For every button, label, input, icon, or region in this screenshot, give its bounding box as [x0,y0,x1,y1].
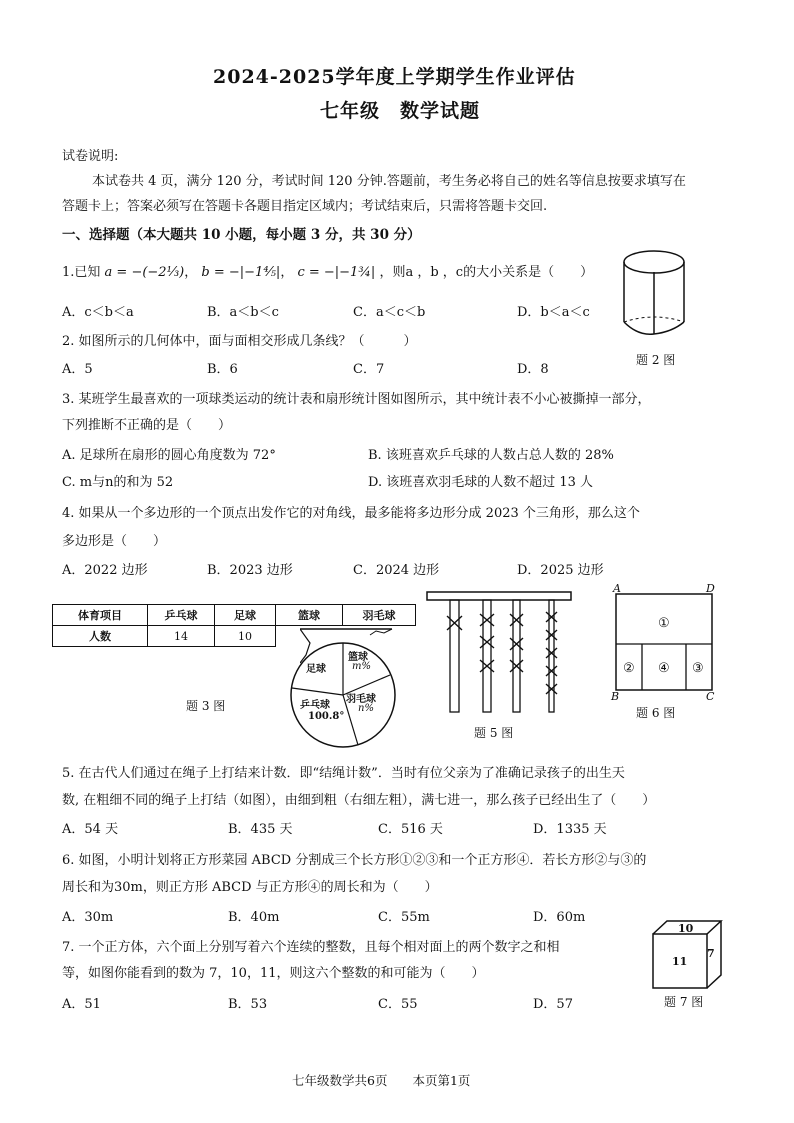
q5-option-b: B．435 天 [228,822,293,837]
fig6-label-a: A [613,582,621,595]
fig6-label-d: D [706,582,715,595]
q2-stem: 2. 如图所示的几何体中，面与面相交形成几条线？（ ） [62,334,417,349]
figure-6-caption: 题 6 图 [636,706,676,720]
q1-option-c: C．a＜c＜b [353,305,426,320]
fig6-region-3: ③ [692,661,704,676]
q1-c: c = −|−1¾| [297,265,376,280]
q6-option-a: A．30m [62,910,114,925]
table-header-football: 足球 [215,605,276,626]
q7-option-b: B．53 [228,997,268,1012]
page-subtitle: 七年级 数学试题 [320,100,481,122]
figure-2-solid [612,244,696,364]
table-cell-pingpong: 14 [148,626,215,647]
q4-line2: 多边形是（ ） [62,534,167,549]
table-header-badminton: 羽毛球 [343,605,416,626]
notes-line2: 答题卡上；答案必须写在答题卡各题目指定区域内；考试结束后，只需将答题卡交回. [62,199,548,214]
q2-option-b: B．6 [207,362,238,377]
q4-line1: 4. 如果从一个多边形的一个顶点出发作它的对角线，最多能将多边形分成 2023 个三角形，那么这个 [62,506,640,521]
q6-line1: 6. 如图，小明计划将正方形菜园 ABCD 分割成三个长方形①②③和一个正方形④．若长方形②与③的 [62,853,647,868]
q1-option-b: B．a＜b＜c [207,305,279,320]
pie-label-pingpong: 乒乓球 [300,700,330,711]
table-row-label: 人数 [53,626,148,647]
q1-prefix: 1.已知 [62,265,101,280]
q5-line2: 数, 在粗细不同的绳子上打结（如图），由细到粗（右细左粗），满七进一，那么孩子已经出生了（ ） [62,793,656,808]
page-footer: 七年级数学共6页 本页第1页 [292,1073,471,1088]
figure-3-caption: 题 3 图 [186,699,226,713]
table-cell-football: 10 [215,626,276,647]
fig6-region-1: ① [658,616,670,631]
figure-5-caption: 题 5 图 [474,726,514,740]
cube-front-number: 11 [672,955,688,968]
q6-option-d: D．60m [533,910,586,925]
q3-option-c: C. m与n的和为 52 [62,475,174,490]
q2-option-d: D．8 [517,362,549,377]
q2-option-a: A．5 [62,362,93,377]
q5-option-d: D．1335 天 [533,822,607,837]
q3-line1: 3. 某班学生最喜欢的一项球类运动的统计表和扇形统计图如图所示，其中统计表不小心被撕掉一部分， [62,392,651,407]
q2-option-c: C．7 [353,362,385,377]
pie-label-badminton: 羽毛球 [346,694,376,705]
table-header-basketball: 篮球 [276,605,343,626]
figure-7-caption: 题 7 图 [664,995,704,1009]
q1-stem: 1.已知 a = −(−2⅓)， b = −|−1⅘|， c = −|−1¾| ，则a ，b ，c的大小关系是（ ） [62,265,594,280]
q4-option-c: C．2024 边形 [353,563,440,578]
q7-option-c: C．55 [378,997,418,1012]
table-header-item: 体育项目 [53,605,148,626]
q7-line2: 等，如图你能看到的数为 7，10，11，则这六个整数的和可能为（ ） [62,966,485,981]
figure-2-caption: 题 2 图 [636,353,676,367]
pie-label-pingpong-angle: 100.8° [308,711,345,722]
figure-3-pie [288,640,398,750]
q1-b: b = −|−1⅘| [201,265,281,280]
table-header-pingpong: 乒乓球 [148,605,215,626]
notes-label: 试卷说明: [62,149,119,164]
q7-option-a: A．51 [62,997,101,1012]
fig6-label-c: C [706,690,715,703]
section-heading: 一、选择题（本大题共 10 小题，每小题 3 分，共 30 分） [62,227,421,243]
q3-option-b: B. 该班喜欢乒乓球的人数占总人数的 28% [368,448,614,463]
page-title: 2024-2025学年度上学期学生作业评估 [213,66,576,88]
q6-option-b: B．40m [228,910,280,925]
q5-option-c: C．516 天 [378,822,443,837]
q5-line1: 5. 在古代人们通过在绳子上打结来计数．即“结绳计数”．当时有位父亲为了准确记录孩子的出生天 [62,766,625,781]
notes-line1: 本试卷共 4 页，满分 120 分，考试时间 120 分钟.答题前，考生务必将自己的姓名等信息按要求填写在 [92,174,686,189]
q1-option-d: D．b＜a＜c [517,305,590,320]
cube-right-number: 7 [707,947,715,960]
q6-option-c: C．55m [378,910,430,925]
q7-option-d: D．57 [533,997,573,1012]
fig6-label-b: B [611,690,620,703]
q1-option-a: A．c＜b＜a [62,305,134,320]
q1-a: a = −(−2⅓) [104,265,185,280]
q4-option-a: A．2022 边形 [62,563,148,578]
pie-label-badminton-pct: n% [358,703,374,714]
q5-option-a: A．54 天 [62,822,119,837]
cube-top-number: 10 [678,922,694,935]
pie-label-basketball-pct: m% [352,661,371,672]
fig6-region-2: ② [623,661,635,676]
q4-option-b: B．2023 边形 [207,563,293,578]
q7-line1: 7. 一个正方体，六个面上分别写着六个连续的整数，且每个相对面上的两个数字之和相 [62,940,560,955]
q3-option-d: D. 该班喜欢羽毛球的人数不超过 13 人 [368,475,594,490]
q3-line2: 下列推断不正确的是（ ） [62,418,232,433]
figure-5-ropes [425,590,575,720]
pie-label-basketball: 篮球 [348,652,368,663]
pie-label-football: 足球 [306,664,326,675]
q1-suffix: ，则a ，b ，c的大小关系是（ ） [379,265,594,280]
fig6-region-4: ④ [658,661,670,676]
q6-line2: 周长和为30m，则正方形 ABCD 与正方形④的周长和为（ ） [62,880,438,895]
q4-option-d: D．2025 边形 [517,563,604,578]
q3-option-a: A. 足球所在扇形的圆心角度数为 72° [62,448,276,463]
